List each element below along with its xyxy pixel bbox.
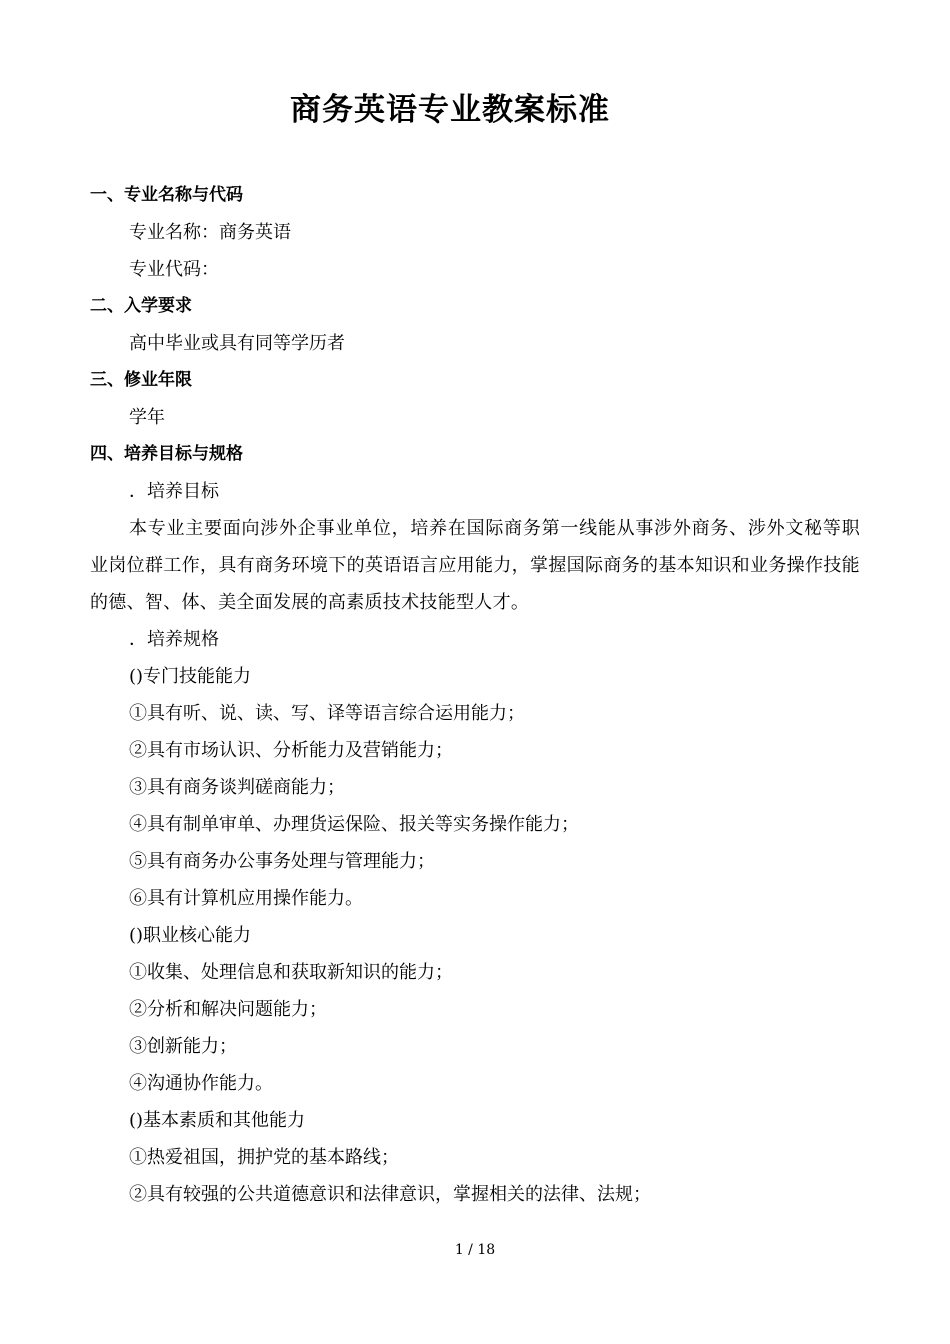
list-item: ③创新能力； bbox=[129, 1036, 237, 1057]
major-code: 专业代码： bbox=[129, 259, 219, 280]
major-name: 专业名称：商务英语 bbox=[129, 222, 291, 243]
section-heading-1: 一、专业名称与代码 bbox=[90, 185, 243, 205]
admission-requirement: 高中毕业或具有同等学历者 bbox=[129, 333, 345, 354]
list-item: ④沟通协作能力。 bbox=[129, 1073, 273, 1094]
special-skills-label: ()专门技能能力 bbox=[129, 666, 252, 687]
page-title: 商务英语专业教案标准 bbox=[290, 92, 610, 128]
goal-label: ．培养目标 bbox=[129, 481, 219, 502]
list-item: ⑤具有商务办公事务处理与管理能力； bbox=[129, 851, 435, 872]
list-item: ①具有听、说、读、写、译等语言综合运用能力； bbox=[129, 703, 525, 724]
spec-label: ．培养规格 bbox=[129, 629, 219, 650]
list-item: ②具有较强的公共道德意识和法律意识，掌握相关的法律、法规； bbox=[129, 1184, 651, 1205]
page-number: 1 / 18 bbox=[454, 1242, 496, 1258]
section-heading-3: 三、修业年限 bbox=[90, 370, 192, 390]
list-item: ②具有市场认识、分析能力及营销能力； bbox=[129, 740, 453, 761]
section-heading-4: 四、培养目标与规格 bbox=[90, 444, 243, 464]
list-item: ④具有制单审单、办理货运保险、报关等实务操作能力； bbox=[129, 814, 579, 835]
goal-paragraph: 本专业主要面向涉外企事业单位，培养在国际商务第一线能从事涉外商务、涉外文秘等职业岗位群工作，具有商务环境下的英语语言应用能力，掌握国际商务的基本知识和业务操作技能的德、智、体、美全面发展的高素质技术技能型人才。 bbox=[90, 518, 860, 613]
study-duration: 学年 bbox=[129, 407, 165, 428]
section-heading-2: 二、入学要求 bbox=[90, 296, 192, 316]
list-item: ①热爱祖国，拥护党的基本路线； bbox=[129, 1147, 399, 1168]
list-item: ①收集、处理信息和获取新知识的能力； bbox=[129, 962, 453, 983]
list-item: ②分析和解决问题能力； bbox=[129, 999, 327, 1020]
core-skills-label: ()职业核心能力 bbox=[129, 925, 252, 946]
basic-quality-label: ()基本素质和其他能力 bbox=[129, 1110, 306, 1131]
document-body bbox=[90, 177, 860, 1213]
list-item: ⑥具有计算机应用操作能力。 bbox=[129, 888, 363, 909]
list-item: ③具有商务谈判磋商能力； bbox=[129, 777, 345, 798]
